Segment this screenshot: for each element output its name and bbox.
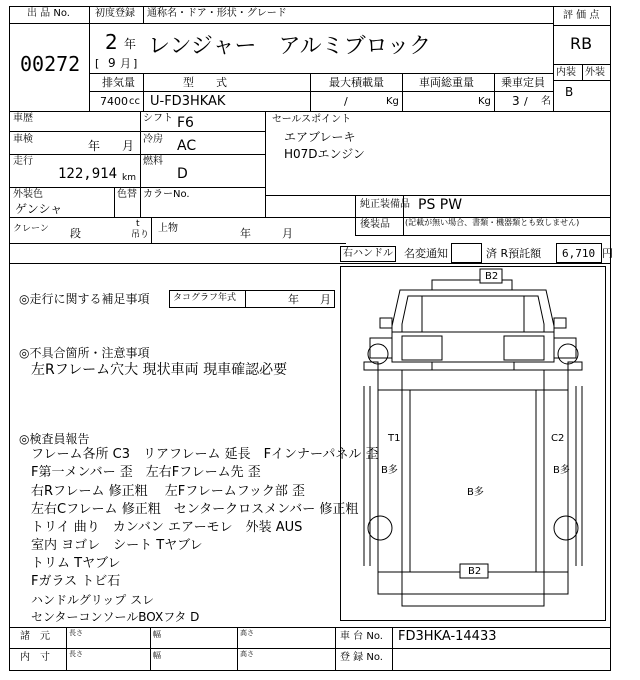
- first-reg-month: 9: [108, 56, 116, 70]
- exterior-label: 外装: [585, 67, 605, 78]
- recycle-value: 6,710: [562, 247, 596, 260]
- inspector-line: 左右Cフレーム 修正粗 センタークロスメンバー 修正粗: [31, 502, 359, 517]
- capacity-sep: /: [524, 95, 528, 108]
- lift-month-unit: 月: [282, 227, 293, 240]
- specs-height-label: 高さ: [240, 629, 254, 637]
- frame-no-value: FD3HKA-14433: [398, 629, 497, 644]
- displacement-value: 7400: [100, 95, 128, 108]
- sales-line: エアブレーキ: [284, 130, 356, 144]
- score-value: RB: [570, 34, 593, 53]
- first-reg-label: 初度登録: [95, 8, 135, 19]
- score-label: 評 価 点: [563, 10, 600, 21]
- interior-height-label: 高さ: [240, 650, 254, 658]
- diagram-mark: B多: [467, 487, 484, 498]
- inspector-line: トリイ 曲り カンバン エアーモレ 外装 AUS: [31, 520, 303, 535]
- crane-ton-unit: t: [136, 219, 140, 229]
- inspection-year-unit: 年: [88, 139, 101, 153]
- aftermarket-note: (記載が無い場合、書類・機器類とも致しません): [405, 218, 580, 227]
- defect-title: ◎不具合箇所・注意事項: [19, 346, 150, 360]
- interior-length-label: 長さ: [69, 650, 83, 658]
- inspector-line: Fガラス トビ石: [31, 574, 121, 589]
- interior-score: B: [565, 85, 574, 99]
- fuel-label: 燃料: [143, 156, 163, 167]
- inspector-line: トリム Tヤブレ: [31, 556, 121, 571]
- gross-weight-label: 車両総重量: [419, 76, 474, 89]
- capacity-value: 3: [512, 94, 520, 108]
- recycle-unit: 円: [602, 247, 613, 260]
- gross-weight-unit: Kg: [478, 96, 491, 107]
- max-load-label: 最大積載量: [329, 76, 384, 89]
- car-name-label: 通称名・ドア・形状・グレード: [147, 8, 287, 19]
- color-no-label: カラーNo.: [143, 189, 190, 200]
- sales-label: セールスポイント: [272, 114, 352, 125]
- displacement-unit: cc: [129, 96, 140, 107]
- recycle-label: 済 R預託額: [486, 247, 542, 260]
- equipment-label: 純正装備品: [360, 199, 410, 210]
- inspection-label: 車検: [13, 134, 33, 145]
- defect-text: 左Rフレーム穴大 現状車両 現車確認必要: [31, 362, 288, 378]
- inspector-line: 右Rフレーム 修正粗 左Fフレームフック部 歪: [31, 484, 305, 499]
- max-load-unit: Kg: [386, 96, 399, 107]
- max-load-sep: /: [344, 95, 348, 108]
- fuel-value: D: [177, 166, 188, 182]
- tacho-label: タコグラフ年式: [173, 293, 237, 303]
- inspector-line: ハンドルグリップ スレ: [31, 593, 155, 607]
- tacho-month-unit: 月: [320, 293, 331, 306]
- diagram-mark: B多: [553, 465, 570, 476]
- capacity-label: 乗車定員: [501, 76, 545, 89]
- lot-no: 00272: [20, 52, 81, 76]
- model-label: 型 式: [183, 76, 227, 89]
- model-value: U-FD3HKAK: [150, 94, 226, 109]
- tacho-year-unit: 年: [288, 293, 299, 306]
- reg-no-label: 登 録 No.: [340, 652, 383, 663]
- diagram-mark: C2: [551, 433, 565, 444]
- rhd-label: 右ハンドル: [343, 248, 393, 259]
- lift-year-unit: 年: [240, 227, 251, 240]
- interior-label: 内装: [556, 67, 576, 78]
- diagram-mark: T1: [388, 433, 401, 444]
- specs-width-label: 幅: [153, 630, 161, 639]
- specs-label: 諸 元: [20, 631, 50, 642]
- interior-width-label: 幅: [153, 651, 161, 660]
- diagram-mark: B2: [485, 271, 499, 282]
- inspector-line: フレーム各所 C3 リアフレーム 延長 Fインナーパネル 歪: [31, 447, 379, 462]
- lot-no-label: 出 品 No.: [27, 8, 70, 19]
- color-label: 外装色: [13, 189, 43, 200]
- inspector-line: 室内 ヨゴレ シート Tヤブレ: [31, 538, 203, 553]
- mileage-value: 122,914: [58, 166, 118, 182]
- aftermarket-label: 後装品: [360, 219, 390, 230]
- diagram-mark: B多: [381, 465, 398, 476]
- displacement-label: 排気量: [102, 76, 135, 89]
- shift-value: F6: [177, 115, 194, 131]
- first-reg-month-unit: 月: [120, 57, 131, 70]
- specs-length-label: 長さ: [69, 629, 83, 637]
- car-name: レンジャー アルミブロック: [148, 34, 432, 59]
- history-label: 車歴: [13, 113, 33, 124]
- sales-line: H07Dエンジン: [284, 147, 365, 161]
- interior-size-label: 内 寸: [20, 652, 50, 663]
- inspector-title: ◎検査員報告: [19, 432, 90, 446]
- first-reg-year-unit: 年: [124, 37, 137, 51]
- first-reg-year: 2: [105, 30, 118, 54]
- color-change-label: 色替: [117, 189, 137, 200]
- inspector-line: F第一メンバー 歪 左右Fフレーム先 歪: [31, 465, 261, 480]
- inspector-line: センターコンソールBOXフタ D: [31, 610, 200, 624]
- shift-label: シフト: [143, 113, 173, 124]
- equipment-value: PS PW: [418, 197, 463, 213]
- ac-value: AC: [177, 138, 197, 154]
- inspection-month-unit: 月: [122, 139, 135, 153]
- crane-step: 段: [70, 227, 81, 240]
- color-value: ゲンシャ: [15, 202, 63, 216]
- mileage-unit: km: [122, 173, 136, 183]
- lift-label: 上物: [158, 223, 178, 234]
- driving-remarks-title: ◎走行に関する補足事項: [19, 292, 150, 306]
- diagram-mark: B2: [468, 566, 482, 577]
- crane-ton: 吊り: [131, 230, 150, 240]
- frame-no-label: 車 台 No.: [340, 631, 383, 642]
- name-change-label: 名変通知: [404, 247, 448, 260]
- crane-label: クレーン: [13, 224, 49, 234]
- capacity-unit: 名: [541, 96, 551, 107]
- mileage-label: 走行: [13, 156, 33, 167]
- ac-label: 冷房: [143, 134, 163, 145]
